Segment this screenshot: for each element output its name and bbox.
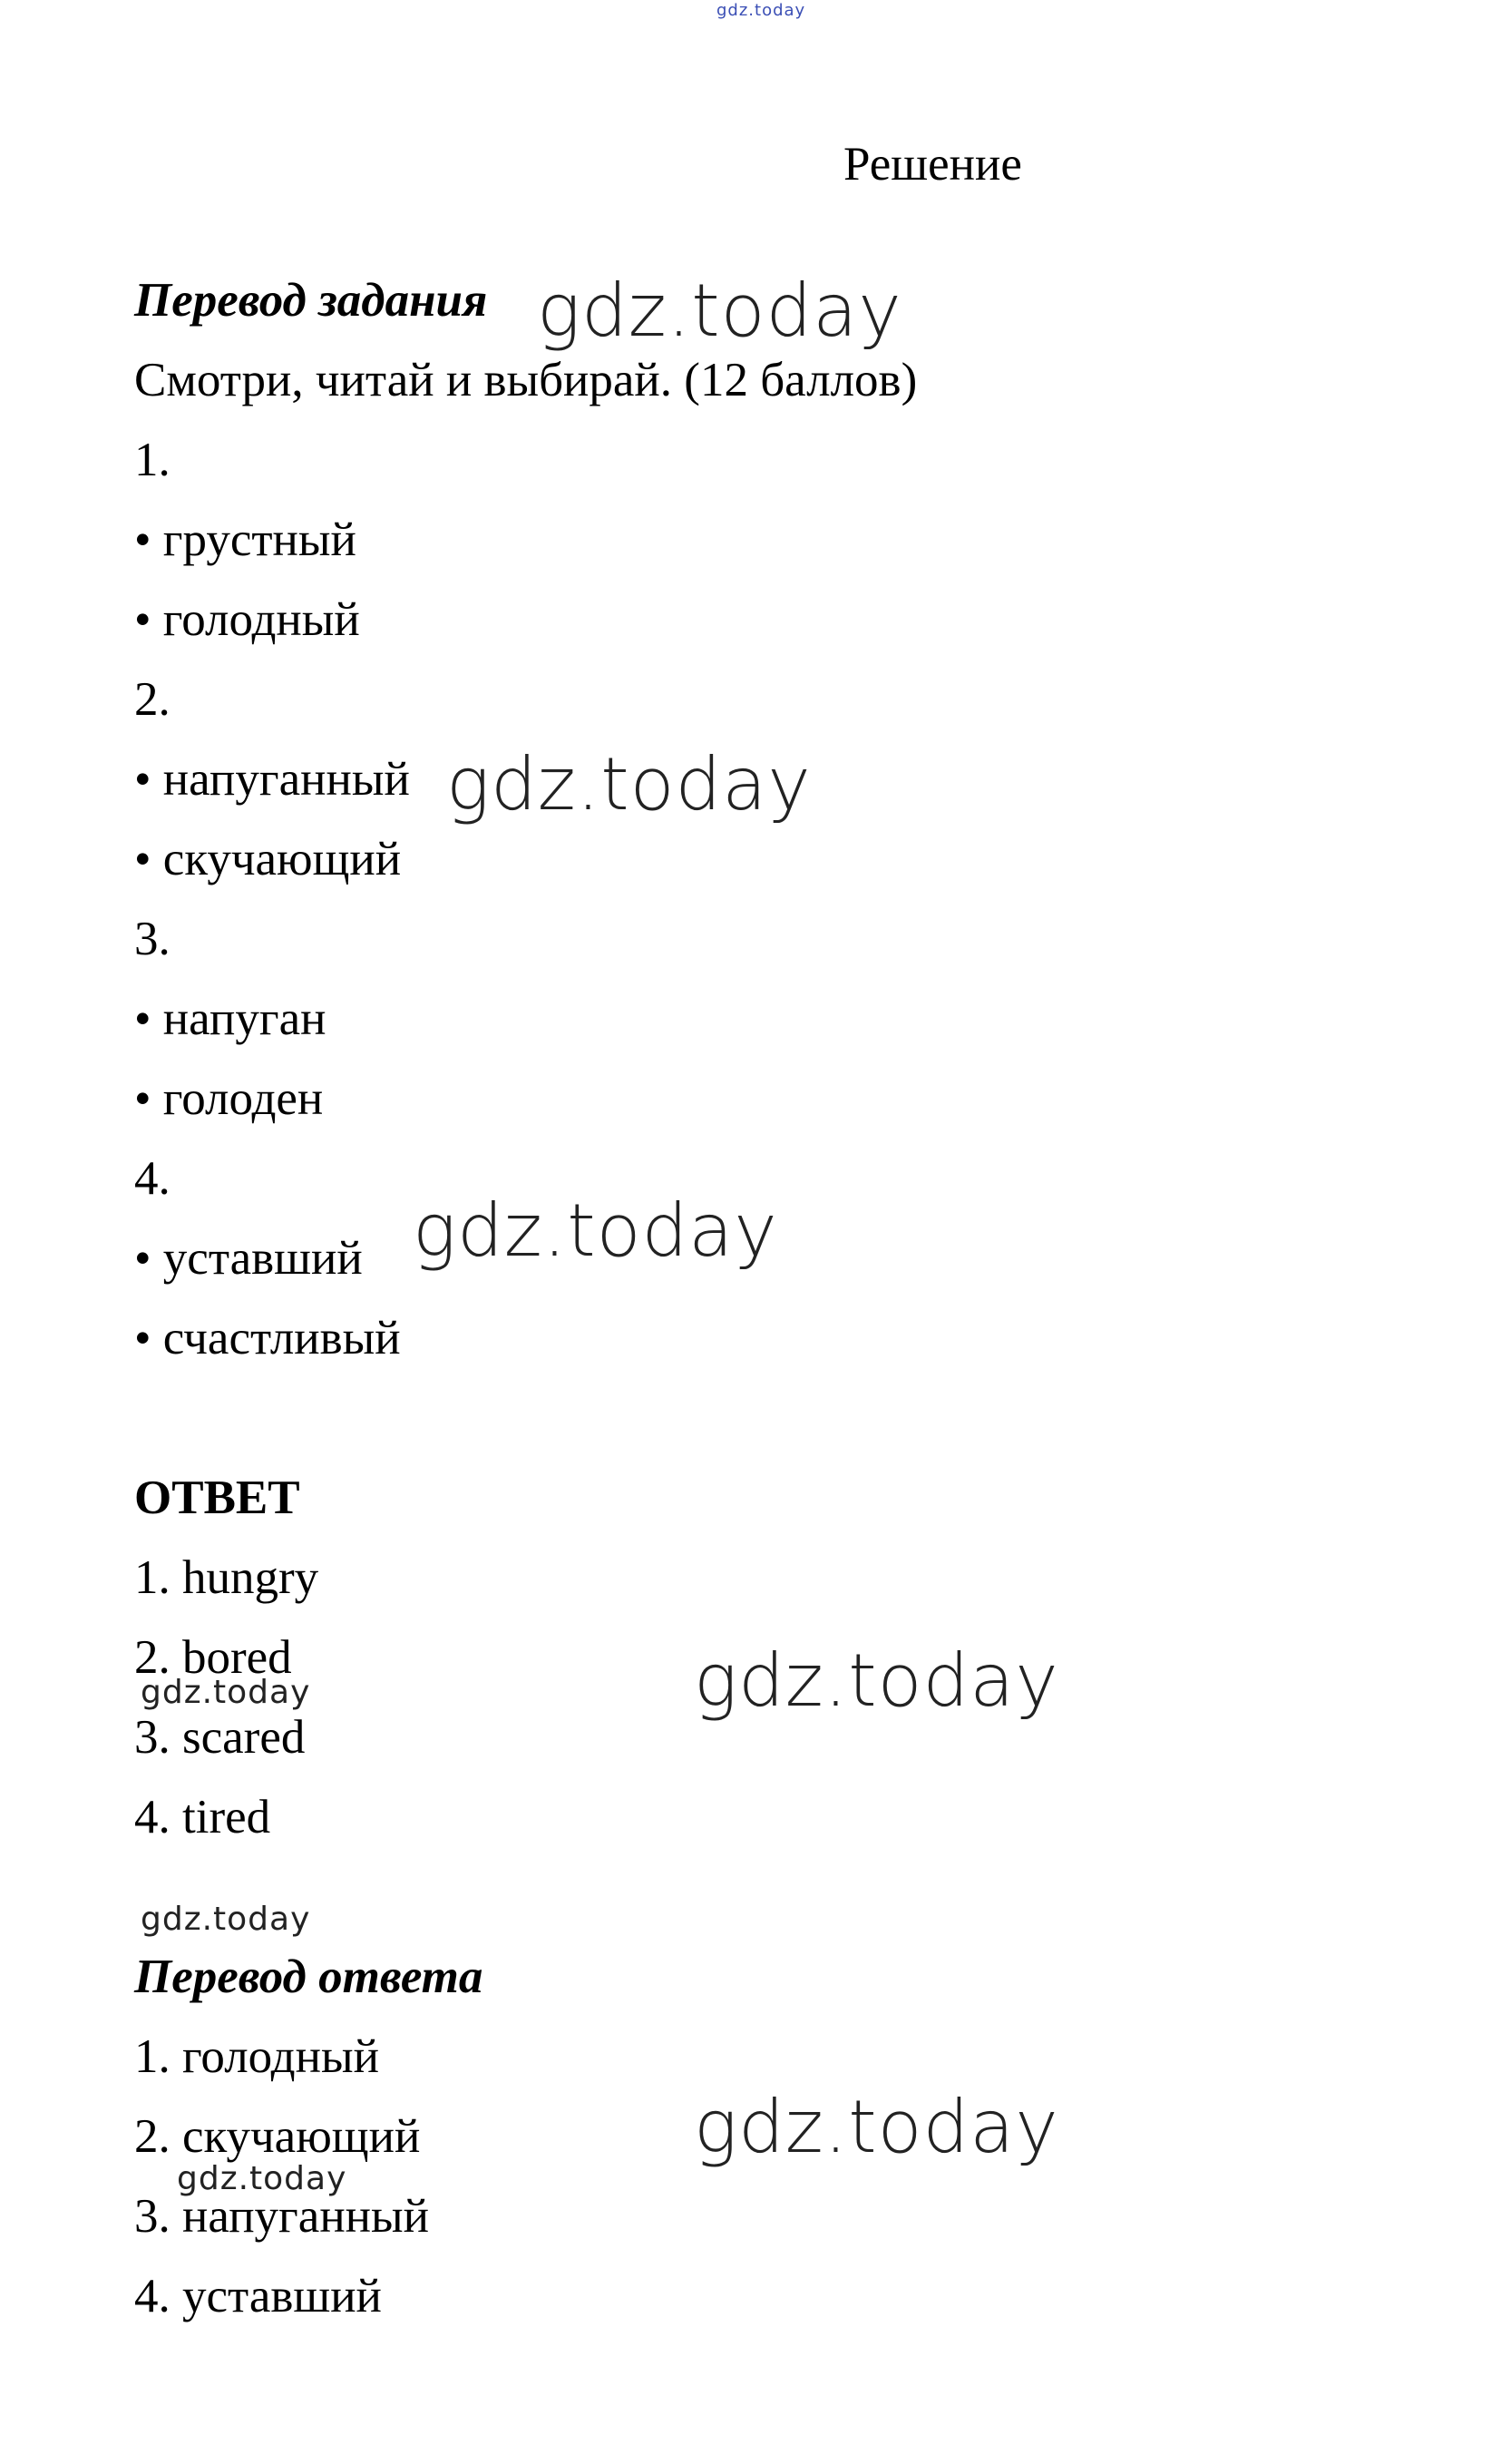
answer-item: 1. hungry <box>134 1551 319 1604</box>
watermark: gdz.today <box>694 1638 1059 1723</box>
watermark: gdz.today <box>537 269 902 353</box>
task-option: • напуган <box>134 992 326 1045</box>
task-option: • грустный <box>134 513 356 566</box>
answer-translation-heading: Перевод ответа <box>134 1951 483 2003</box>
task-instruction: Смотри, читай и выбирай. (12 баллов) <box>134 354 918 406</box>
task-item-number: 3. <box>134 913 171 965</box>
task-option: • голоден <box>134 1072 324 1125</box>
watermark: gdz.today <box>141 1901 311 1938</box>
watermark-top: gdz.today <box>716 1 806 20</box>
watermark: gdz.today <box>177 2160 347 2197</box>
watermark: gdz.today <box>446 742 812 826</box>
page-title: Решение <box>843 138 1022 191</box>
task-option: • голодный <box>134 593 360 646</box>
task-translation-heading: Перевод задания <box>134 274 488 327</box>
answer-translation-item: 3. напуганный <box>134 2190 430 2243</box>
answer-translation-item: 2. скучающий <box>134 2110 421 2163</box>
answer-translation-item: 4. уставший <box>134 2270 382 2322</box>
watermark: gdz.today <box>694 2085 1059 2169</box>
task-item-number: 1. <box>134 434 171 486</box>
task-option: • скучающий <box>134 833 402 885</box>
answer-item: 3. scared <box>134 1711 306 1764</box>
task-item-number: 2. <box>134 673 171 726</box>
watermark: gdz.today <box>413 1188 778 1273</box>
answer-item: 4. tired <box>134 1791 271 1843</box>
answer-translation-item: 1. голодный <box>134 2030 379 2083</box>
task-option: • уставший <box>134 1232 363 1285</box>
answer-item: 2. bored <box>134 1631 292 1684</box>
task-option: • напуганный <box>134 753 410 806</box>
watermark: gdz.today <box>141 1674 311 1711</box>
task-item-number: 4. <box>134 1152 171 1205</box>
task-option: • счастливый <box>134 1312 401 1364</box>
answer-heading: ОТВЕТ <box>134 1472 300 1524</box>
